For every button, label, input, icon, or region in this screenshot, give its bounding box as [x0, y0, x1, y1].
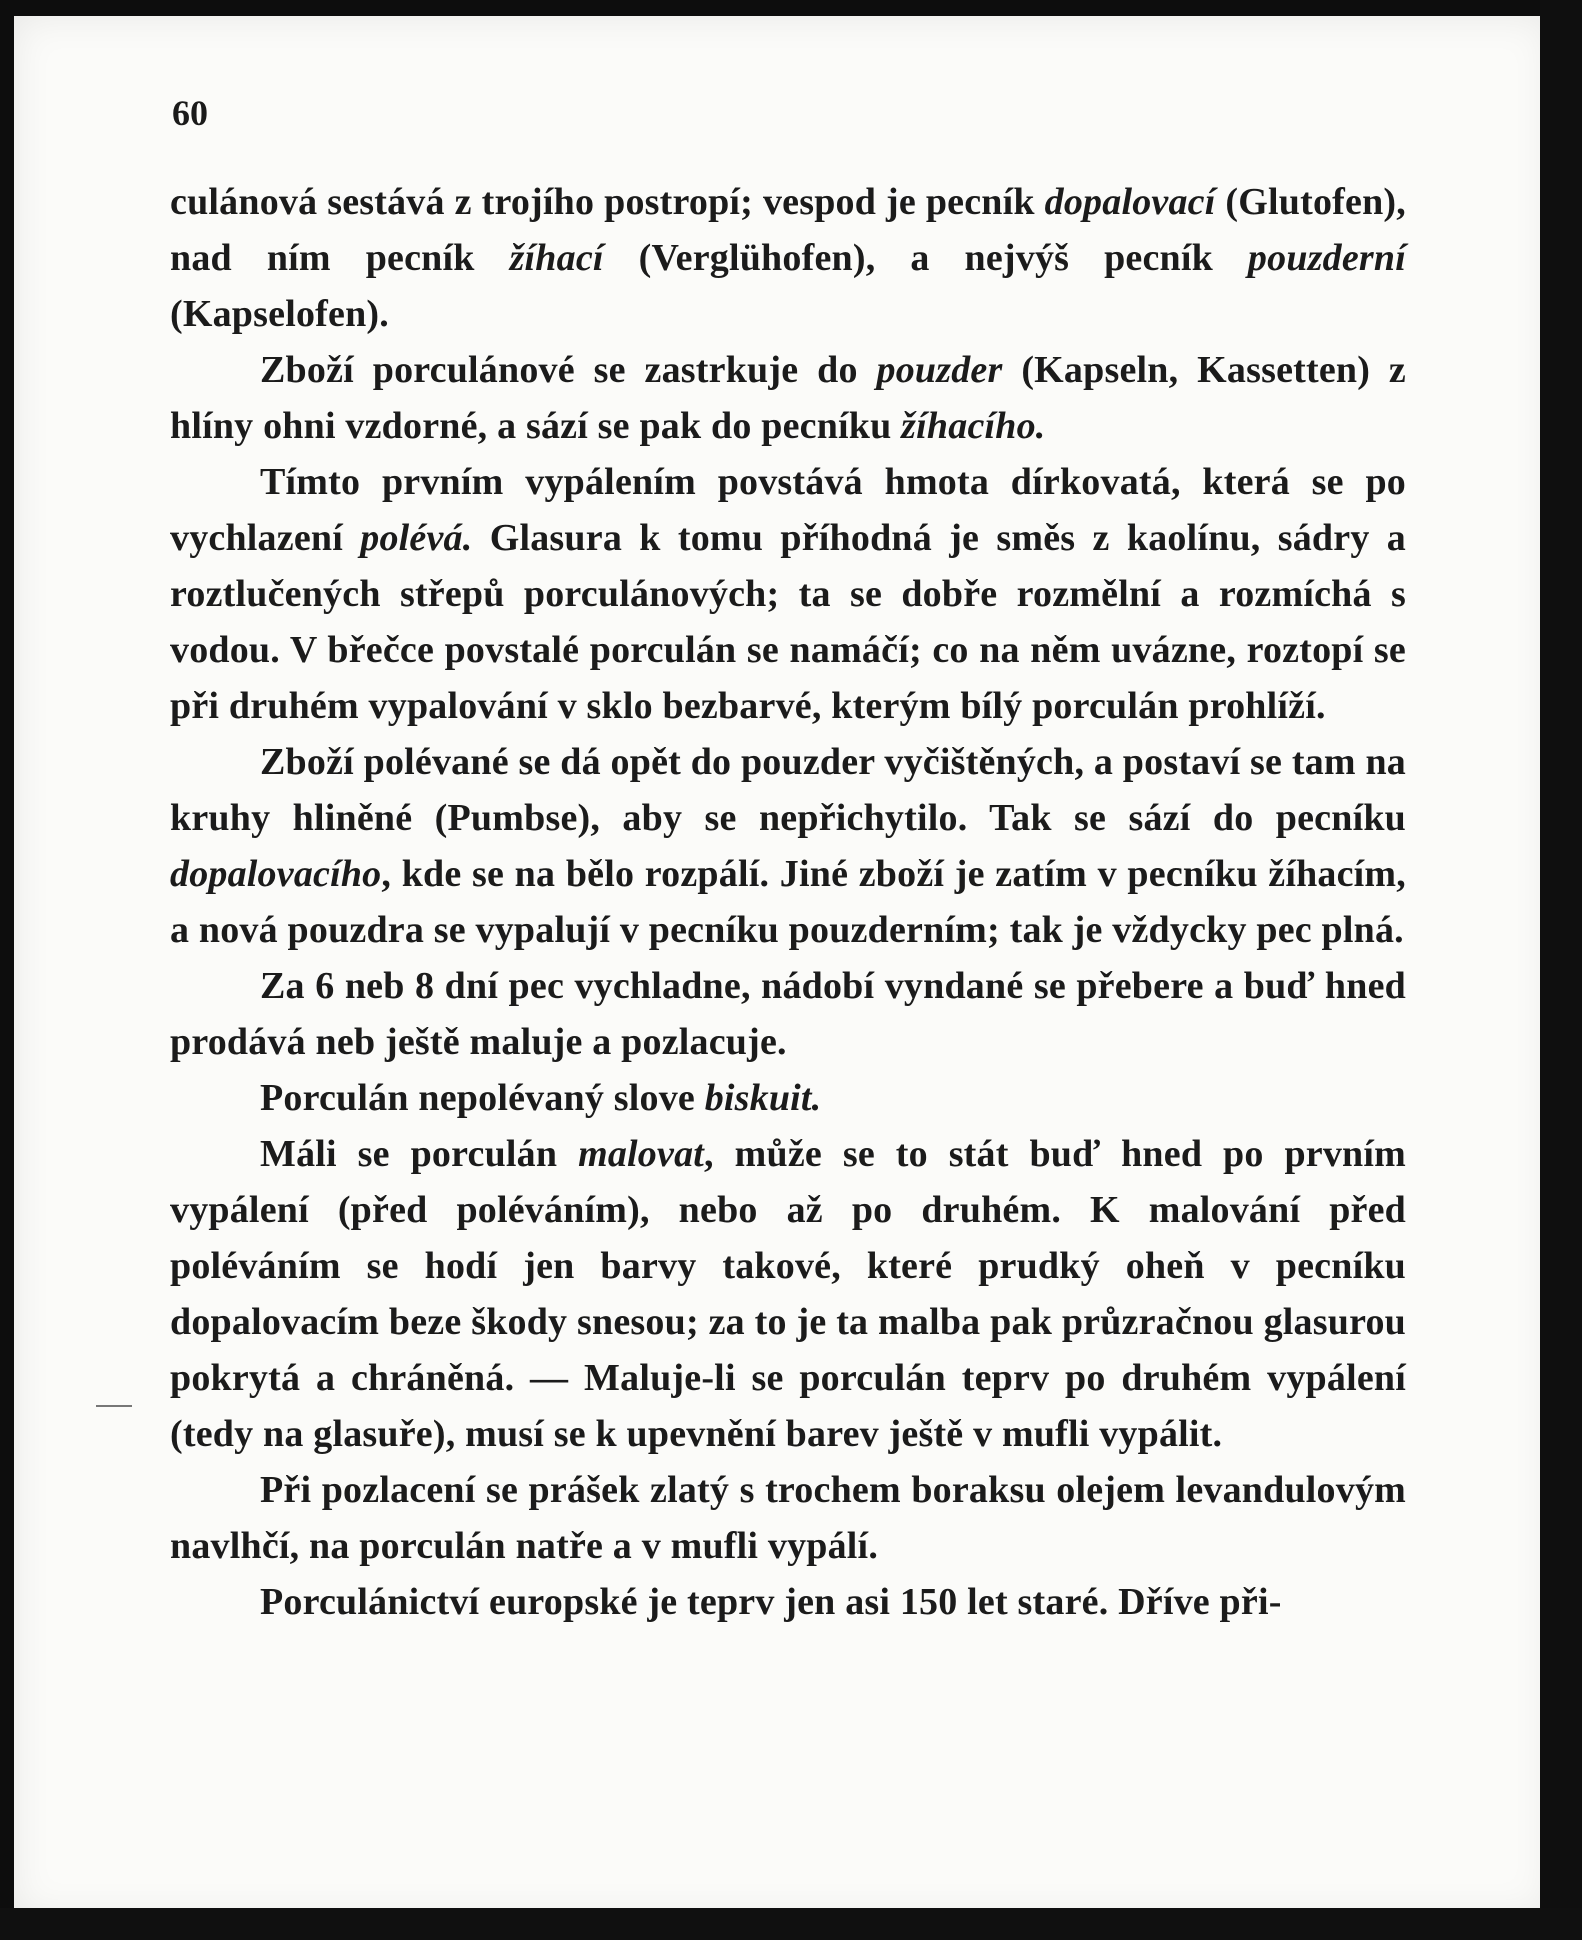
- margin-mark: [96, 1405, 132, 1407]
- body-text: [170, 174, 1406, 1630]
- paragraph: [170, 958, 1406, 1070]
- paragraph: [170, 1574, 1406, 1630]
- text-run: Zboží polévané se dá opět do pouzder vyčištěných, a postaví se tam na kruhy hliněné (Pumbse), aby se nepřichytilo. Tak se sází do pecníku: [170, 741, 1406, 839]
- paragraph: [170, 1462, 1406, 1574]
- text-run: , kde se na bělo rozpálí. Jiné zboží je zatím v pecníku žíhacím, a nová pouzdra se vypalují v pecníku pouzderním; tak je vždycky pec plná.: [170, 853, 1406, 951]
- page-number: 60: [172, 93, 208, 133]
- text-run: Máli se porculán: [260, 1133, 579, 1175]
- paragraph: [170, 1126, 1406, 1462]
- scan-edge-bottom: [0, 1908, 1582, 1940]
- emphasized-text: polévá.: [360, 517, 473, 559]
- emphasized-text: malovat: [578, 1133, 705, 1175]
- emphasized-text: žíhacího.: [901, 405, 1046, 447]
- text-run: Glasura k tomu příhodná je směs z kaolínu, sádry a roztlučených střepů porculánových; ta se dobře rozmělní a rozmíchá s vodou. V břečce povstalé porculán se namáčí; co na něm uvázne, roztopí se při druhém vypalování v sklo bezbarvé, kterým bílý porculán prohlíží.: [170, 517, 1406, 727]
- emphasized-text: biskuit.: [704, 1077, 822, 1119]
- scan-edge-right: [1540, 0, 1582, 1940]
- emphasized-text: pouzder: [876, 349, 1003, 391]
- emphasized-text: pouzderní: [1247, 237, 1406, 279]
- text-run: (Glutofen), nad ním pecník: [170, 181, 1406, 279]
- text-run: (Kapseln, Kassetten) z hlíny ohni vzdorné, a sází se pak do pecníku: [170, 349, 1407, 447]
- paragraph: [170, 454, 1406, 734]
- paragraph: [170, 174, 1406, 342]
- emphasized-text: žíhací: [509, 237, 604, 279]
- text-run: Porculán nepolévaný slove: [260, 1077, 705, 1119]
- text-run: (Kapselofen).: [170, 293, 389, 335]
- paragraph: [170, 342, 1406, 454]
- text-run: Porculánictví europské je teprv jen asi 150 let staré. Dříve při-: [260, 1581, 1282, 1623]
- emphasized-text: dopalovacího: [170, 853, 382, 895]
- text-run: (Verglühofen), a nejvýš pecník: [603, 237, 1248, 279]
- text-run: Tímto prvním vypálením povstává hmota dírkovatá, která se po vychlazení: [170, 461, 1406, 559]
- text-run: Při pozlacení se prášek zlatý s trochem boraksu olejem levandulovým navlhčí, na porculán natře a v mufli vypálí.: [170, 1469, 1406, 1567]
- text-run: , může se to stát buď hned po prvním vypálení (před poléváním), nebo až po druhém. K malování před poléváním se hodí jen barvy takové, které prudký oheň v pecníku dopalovacím beze škody snesou; za to je ta malba pak průzračnou glasurou pokrytá a chráněná. — Maluje-li se porculán teprv po druhém vypálení (tedy na glasuře), musí se k upevnění barev ještě v mufli vypálit.: [170, 1133, 1406, 1455]
- emphasized-text: dopalovací: [1044, 181, 1216, 223]
- text-run: Za 6 neb 8 dní pec vychladne, nádobí vyndané se přebere a buď hned prodává neb ještě maluje a pozlacuje.: [170, 965, 1406, 1063]
- text-run: Zboží porculánové se zastrkuje do: [260, 349, 877, 391]
- paragraph: [170, 1070, 1406, 1126]
- text-run: culánová sestává z trojího postropí; vespod je pecník: [170, 181, 1045, 223]
- paragraph: [170, 734, 1406, 958]
